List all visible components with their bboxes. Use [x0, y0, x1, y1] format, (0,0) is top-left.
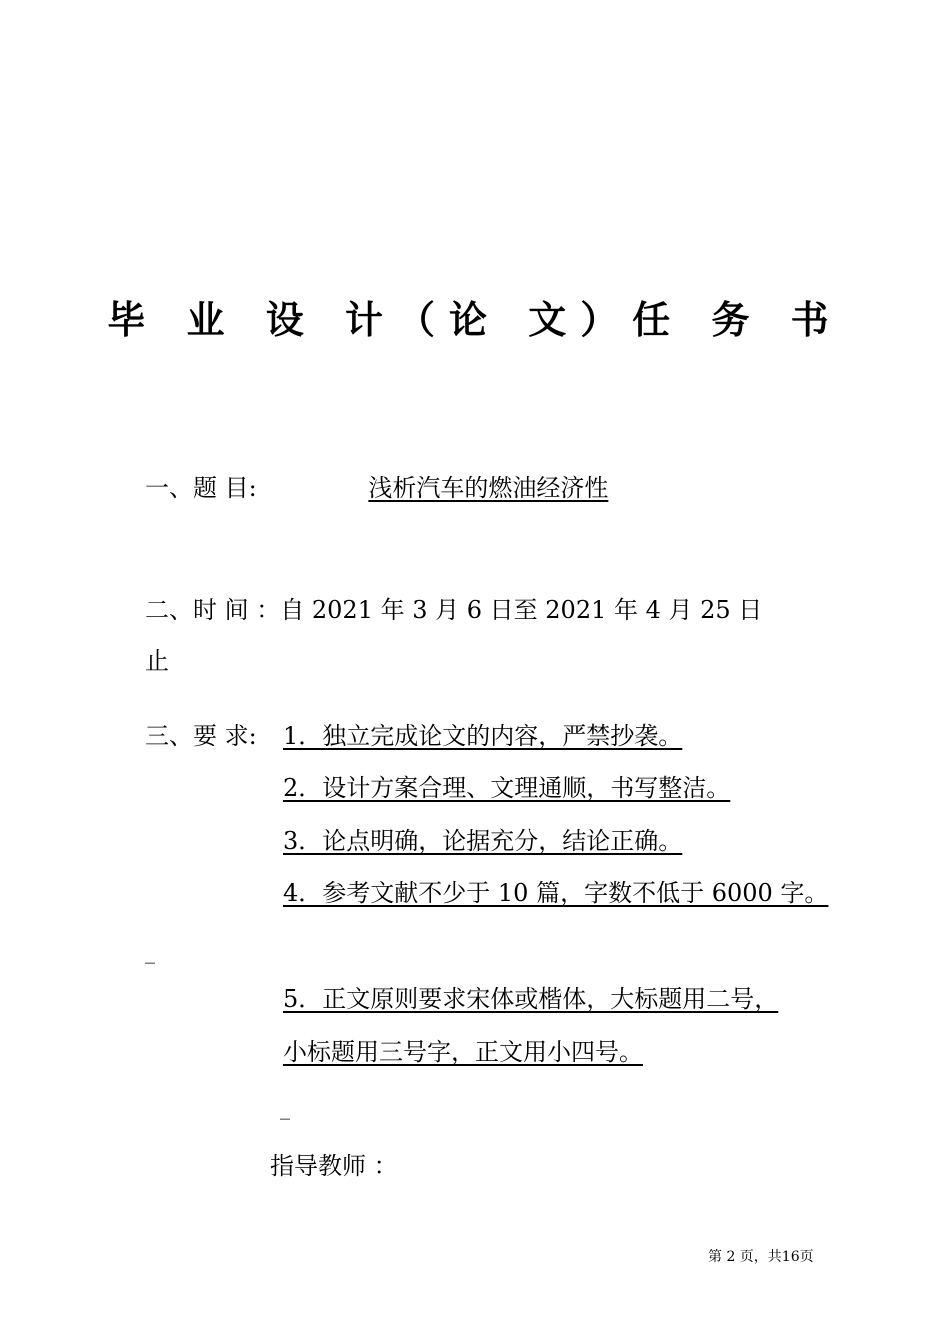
topic-row: [145, 472, 608, 504]
advisor-label: 指导教师 ：: [270, 1152, 398, 1180]
requirement-item-5: 5．正文原则要求宋体或楷体，大标题用二号，: [283, 985, 779, 1013]
requirements-label: 三、要 求:: [145, 722, 257, 750]
document-title: 毕 业 设 计（论 文）任 务 书: [107, 298, 843, 342]
topic-value: 浅析汽车的燃油经济性: [368, 474, 609, 502]
page-number: 第 2 页，共16页: [708, 1249, 814, 1265]
dash-mark: _: [145, 940, 155, 964]
requirement-item-2: 2．设计方案合理、文理通顺，书写整洁。: [283, 774, 731, 802]
time-line-2: 止: [145, 647, 169, 675]
time-line-1: 二、时 间 ：自 2021 年 3 月 6 日至 2021 年 4 月 25 日: [145, 596, 763, 624]
requirement-item-6: 小标题用三号字，正文用小四号。: [283, 1038, 643, 1066]
dash-mark: _: [280, 1096, 290, 1120]
topic-label: 一、题 目:: [145, 474, 257, 502]
requirement-item-4: 4．参考文献不少于 10 篇，字数不低于 6000 字。: [283, 879, 829, 907]
requirement-item-1: 1．独立完成论文的内容，严禁抄袭。: [283, 722, 683, 750]
requirement-item-3: 3．论点明确，论据充分，结论正确。: [283, 827, 683, 855]
